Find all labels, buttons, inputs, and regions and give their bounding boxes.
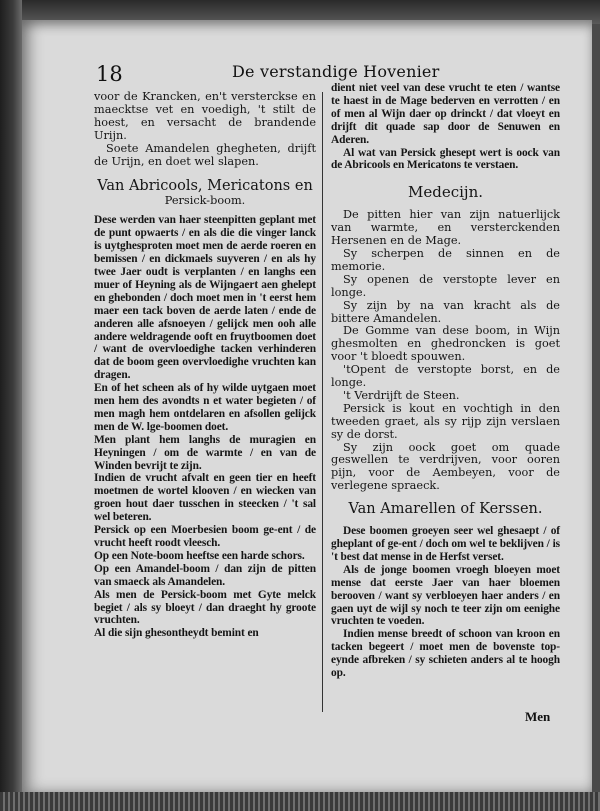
left-paragraph: Al die sijn ghesontheydt bemint en	[94, 627, 259, 640]
section-heading-abricools: Van Abricools, Mericatons en	[97, 178, 313, 195]
medecijn-paragraph: 'tOpent de verstopte borst, en de longe.	[331, 363, 560, 390]
amarellen-paragraph: Indien mense breedt of schoon van kroon en tacken begeert / moet men de bovenste top-eynde afbreken / sy schieten anders al te hoogh op.	[331, 628, 560, 680]
medecijn-paragraph: Persick is kout en vochtigh in den tweeden graet, als sy rijp zijn verslaen sy de dorst.	[331, 401, 560, 441]
left-paragraph: Op een Amandel-boom / dan zijn de pitten van smaeck als Amandelen.	[94, 562, 316, 588]
column-divider	[322, 92, 323, 712]
left-intro-1: voor de Krancken, en't versterckse en maecktse vet en voedigh, 't stilt de hoest, en versacht de brandende Urijn.	[94, 90, 316, 142]
left-paragraph: Als men de Persick-boom met Gyte melck begiet / als sy bloeyt / dan draeght hy groote vruchten.	[94, 588, 316, 627]
catchword: Men	[525, 709, 551, 724]
left-paragraph: Indien de vrucht afvalt en geen tier en heeft moetmen de wortel klooven / en wiecken van groen hout daer tusschen in steecken / 't sal wel beteren.	[94, 472, 316, 524]
book-spine	[0, 0, 22, 811]
medecijn-paragraph: De Gomme van dese boom, in Wijn ghesmolten en ghedroncken is goet voor 't bloedt spouwen.	[331, 324, 560, 364]
medecijn-paragraph: 't Verdrijft de Steen.	[343, 388, 460, 402]
section-heading-medecijn: Medecijn.	[408, 183, 483, 202]
page-number: 18	[96, 62, 123, 86]
medecijn-paragraph: Sy zijn oock goet om quade geswellen te verdrijven, voor ooren pijn, voor de Aembeyen, voor de verlegene spraeck.	[331, 440, 560, 493]
left-intro-2: Soete Amandelen ghegheten, drijft de Urijn, en doet wel slapen.	[94, 141, 316, 168]
section-heading-amarellen: Van Amarellen of Kerssen.	[348, 501, 543, 518]
medecijn-paragraph: Sy scherpen de sinnen en de memorie.	[331, 246, 560, 273]
right-intro-1: dient niet veel van dese vrucht te eten / wantse te haest in de Mage bederven en verrotten / en of men al Wijn daer op drinckt / dat vloeyt en drijft dit quade sap door de Senuwen en Aderen.	[331, 82, 560, 146]
amarellen-paragraph: Als de jonge boomen vroegh bloeyen moet mense dat eerste Jaer van haer bloemen berooven / want sy verbloeyen haer anders / en gaen uyt de wijl sy noch te teer zijn om eenighe vruchten te voeden.	[331, 563, 560, 628]
medecijn-paragraph: Sy openen de verstopte lever en longe.	[331, 272, 560, 299]
right-intro-2: Al wat van Persick ghesept wert is oock van de Abricools en Mericatons te verstaen.	[331, 146, 560, 172]
page-bottom-edge	[0, 792, 600, 811]
section-subheading-persick: Persick-boom.	[164, 194, 246, 208]
left-paragraph: Dese werden van haer steenpitten geplant met de punt opwaerts / en als die die vinger lanck is uytghesproten moet men de aerde roeren en bemissen / en dickmaels suyveren / en als hy twee Jaer oudt is verplanten / en langhs een muer of Heyning als de Wijngaert aen ghelept en ghebonden / doch moet men in 't eerst hem maer een tack boven de aerde laten / ende de anderen alle afsnoeyen / gelijck men ooh alle andere weldragende ooft en fruytboomen doet / want de overvloedighe tacken verhinderen dat de boom geen overvloedighe vruchten kan dragen.	[94, 214, 316, 382]
left-paragraph: En of het scheen als of hy wilde uytgaen moet men hem des avondts n et water begieten / of men magh hem ontdelaren en afsollen gelijck men de W. lge-boomen doet.	[94, 382, 316, 433]
left-paragraph: Persick op een Moerbesien boom ge-ent / de vrucht heeft roodt vleesch.	[94, 524, 316, 549]
medecijn-paragraph: Sy zijn by na van kracht als de bittere Amandelen.	[331, 298, 560, 325]
left-paragraph: Men plant hem langhs de muragien en Heyningen / om de warmte / en van de Winden bevrijt te zijn.	[94, 433, 316, 472]
running-head: De verstandige Hovenier	[232, 62, 440, 81]
right-column	[331, 82, 560, 680]
amarellen-paragraph: Dese boomen groeyen seer wel ghesaept / of gheplant of ge-ent / doch om wel te beklijven / is 't best dat mense in de Herfst verset.	[331, 525, 560, 563]
medecijn-paragraph: De pitten hier van zijn natuerlijck van warmte, en versterckenden Hersenen en de Mage.	[331, 208, 560, 248]
left-paragraph: Op een Note-boom heeftse een harde schors.	[94, 549, 305, 562]
left-column	[94, 91, 316, 640]
